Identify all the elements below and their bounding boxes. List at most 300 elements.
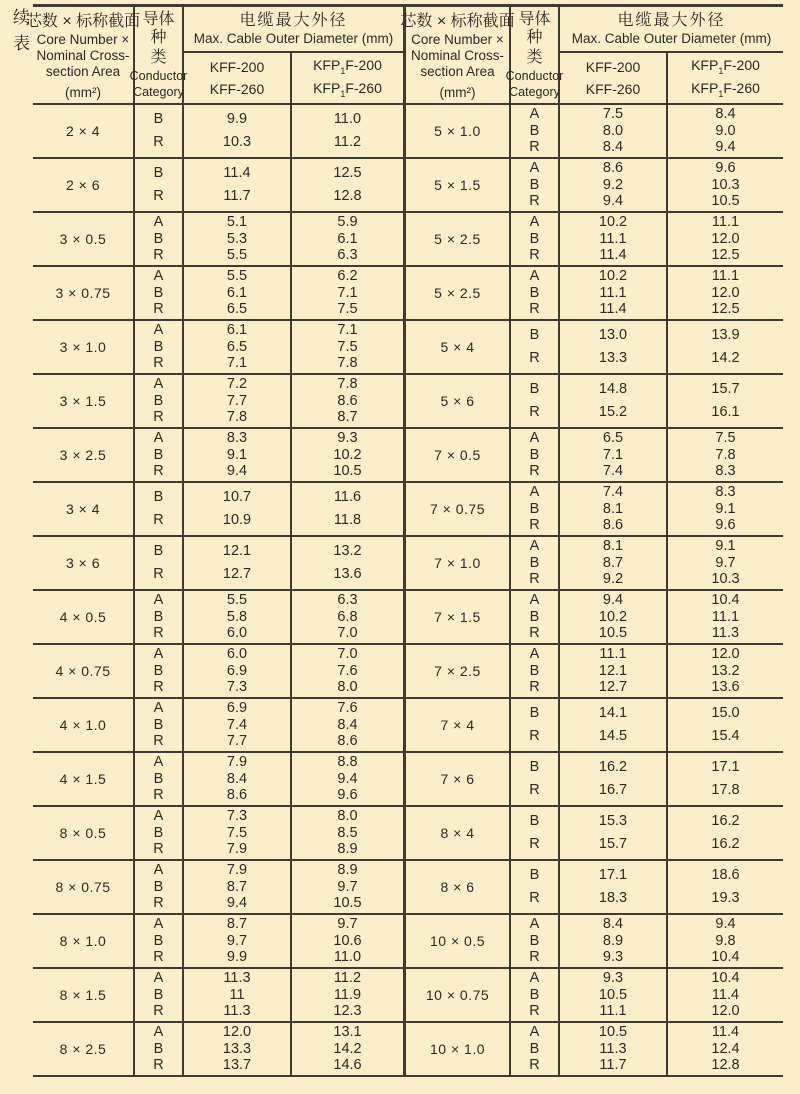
conductor-letter: B — [153, 986, 164, 1003]
core-size-cell: 5 × 2.5 — [406, 213, 511, 265]
kff-diameter-cell — [184, 591, 292, 643]
left-subtable-header — [25, 7, 403, 105]
conductor-category-cell — [135, 159, 184, 211]
kff-diameter-value: 6.5 — [226, 338, 248, 355]
kff-diameter-value: 9.2 — [602, 176, 624, 193]
conductor-letter: B — [153, 878, 164, 895]
kff-diameter-value: 11.7 — [223, 187, 251, 204]
conductor-letter: B — [153, 716, 164, 733]
kfp-diameter-value: 15.0 — [711, 705, 740, 722]
kff-diameter-value: 11.1 — [599, 230, 627, 247]
kff-diameter-value: 7.1 — [226, 355, 248, 372]
conductor-letter: R — [529, 781, 540, 798]
conductor-category-cell — [135, 699, 184, 751]
kff-diameter-value: 7.4 — [602, 483, 624, 500]
conductor-letter: B — [529, 554, 540, 571]
conductor-letter: B — [153, 932, 164, 949]
conductor-letter: R — [529, 139, 540, 156]
kff-diameter-value: 14.1 — [598, 705, 628, 722]
conductor-letter: A — [153, 1023, 164, 1040]
kfp-diameter-value: 9.7 — [715, 554, 736, 571]
kff-diameter-value: 8.7 — [226, 915, 248, 932]
conductor-header-zh: 类 — [526, 49, 543, 66]
kfp-diameter-cell — [292, 105, 403, 157]
kff-diameter-cell — [184, 645, 292, 697]
kfp-diameter-value: 9.4 — [715, 139, 736, 156]
conductor-category-cell — [511, 213, 560, 265]
kff-diameter-value: 15.7 — [598, 835, 628, 852]
core-size-cell: 5 × 4 — [406, 321, 511, 373]
kff-diameter-value: 7.9 — [226, 861, 248, 878]
conductor-letter: R — [529, 349, 540, 366]
conductor-letter: B — [529, 813, 540, 830]
kfp-diameter-value: 8.7 — [337, 409, 358, 426]
core-size-cell: 3 × 6 — [33, 537, 135, 589]
kfp-diameter-value: 12.0 — [711, 284, 740, 301]
table-row-group — [406, 159, 783, 213]
kff-diameter-value: 9.1 — [226, 446, 248, 463]
conductor-letter: A — [529, 537, 540, 554]
kfp-diameter-value: 9.0 — [715, 122, 736, 139]
kff-diameter-value: 12.1 — [598, 662, 628, 679]
kff-diameter-value: 9.9 — [226, 111, 248, 128]
conductor-letter: B — [529, 1040, 540, 1057]
kfp-diameter-value: 10.5 — [711, 193, 740, 210]
kff-diameter-cell — [560, 105, 668, 157]
kfp-diameter-value: 11.0 — [333, 111, 362, 128]
kfp-diameter-value: 12.0 — [711, 645, 740, 662]
kfp-diameter-cell — [668, 1023, 783, 1075]
kfp-diameter-cell — [292, 537, 403, 589]
conductor-letter: B — [153, 489, 164, 506]
kff-diameter-value: 9.7 — [226, 932, 248, 949]
kff-diameter-value: 6.5 — [226, 301, 248, 318]
table-row-group — [406, 483, 783, 537]
conductor-category-cell — [135, 591, 184, 643]
table-row-group — [406, 753, 783, 807]
conductor-letter: R — [529, 517, 540, 534]
conductor-category-cell — [135, 267, 184, 319]
conductor-category-cell — [135, 807, 184, 859]
kfp-diameter-value: 13.1 — [333, 1023, 362, 1040]
kfp-diameter-cell — [292, 591, 403, 643]
kfp-diameter-value: 11.2 — [333, 969, 362, 986]
conductor-category-cell — [135, 537, 184, 589]
kff-diameter-value: 16.7 — [598, 781, 628, 798]
kfp-diameter-cell — [668, 375, 783, 427]
core-size-cell: 10 × 0.75 — [406, 969, 511, 1021]
conductor-category-cell — [511, 861, 560, 913]
kfp-diameter-value: 8.6 — [337, 733, 358, 750]
core-size-cell: 8 × 1.5 — [33, 969, 135, 1021]
kff-diameter-cell — [184, 699, 292, 751]
conductor-letter: A — [153, 321, 164, 338]
conductor-letter: B — [153, 1040, 164, 1057]
kfp-diameter-value: 8.8 — [337, 753, 358, 770]
kfp-diameter-value: 11.1 — [711, 608, 740, 625]
kfp-diameter-value: 8.3 — [715, 463, 736, 480]
table-row-group — [33, 915, 403, 969]
kff-diameter-value: 7.3 — [226, 807, 248, 824]
table-row-group — [33, 429, 403, 483]
kfp-diameter-value: 11.0 — [333, 949, 362, 966]
kfp-diameter-value: 8.0 — [337, 807, 358, 824]
conductor-letter: B — [529, 284, 540, 301]
conductor-letter: B — [529, 230, 540, 247]
kfp-diameter-value: 11.2 — [333, 133, 362, 150]
core-size-cell: 8 × 4 — [406, 807, 511, 859]
kfp-diameter-value: 10.4 — [711, 969, 740, 986]
conductor-letter: R — [529, 949, 540, 966]
conductor-letter: R — [529, 1003, 540, 1020]
kff-diameter-value: 9.4 — [226, 895, 248, 912]
conductor-letter: A — [529, 483, 540, 500]
conductor-category-cell — [511, 321, 560, 373]
conductor-letter: A — [529, 429, 540, 446]
table-row-group — [406, 429, 783, 483]
table-row-group — [406, 969, 783, 1023]
table-row-group — [406, 537, 783, 591]
kff-diameter-value: 7.7 — [226, 392, 248, 409]
table-row-group — [406, 699, 783, 753]
conductor-letter: A — [153, 807, 164, 824]
kff-diameter-cell — [560, 267, 668, 319]
table-row-group — [33, 321, 403, 375]
continued-table-label: 续表 — [10, 8, 29, 60]
core-size-header-unit: (mm²) — [439, 84, 476, 100]
conductor-letter: B — [529, 327, 540, 344]
kff-diameter-value: 6.0 — [226, 645, 248, 662]
kff-diameter-value: 12.1 — [222, 543, 252, 560]
kff-diameter-value: 11.4 — [223, 165, 251, 182]
kfp-diameter-value: 8.6 — [337, 392, 358, 409]
kfp-diameter-value: 7.8 — [337, 375, 358, 392]
kff-diameter-value: 11.3 — [223, 1003, 251, 1020]
kff-200-label: KFF-200 — [585, 59, 641, 75]
core-size-cell: 7 × 4 — [406, 699, 511, 751]
conductor-letter: A — [529, 969, 540, 986]
kfp-diameter-cell — [668, 753, 783, 805]
kfp-diameter-value: 5.9 — [337, 213, 358, 230]
kff-diameter-value: 7.4 — [602, 463, 624, 480]
conductor-category-cell — [511, 159, 560, 211]
kff-diameter-value: 11 — [229, 986, 245, 1003]
kff-diameter-cell — [560, 1023, 668, 1075]
kfp-diameter-value: 10.2 — [333, 446, 362, 463]
conductor-category-cell — [135, 321, 184, 373]
kfp-diameter-value: 11.6 — [333, 489, 362, 506]
kfp-diameter-value: 12.4 — [711, 1040, 740, 1057]
max-diameter-title-en: Max. Cable Outer Diameter (mm) — [571, 31, 772, 46]
core-size-cell: 3 × 0.75 — [33, 267, 135, 319]
kff-diameter-value: 14.8 — [598, 381, 628, 398]
left-subtable — [25, 7, 403, 1077]
kff-diameter-value: 8.1 — [602, 500, 624, 517]
conductor-category-cell — [511, 1023, 560, 1075]
kfp-diameter-value: 15.4 — [711, 727, 740, 744]
kfp-diameter-cell — [668, 861, 783, 913]
table-row-group — [33, 699, 403, 753]
conductor-letter: R — [153, 841, 164, 858]
kff-diameter-cell — [560, 375, 668, 427]
kff-diameter-cell — [184, 1023, 292, 1075]
kff-diameter-value: 11.1 — [599, 1003, 627, 1020]
conductor-header-zh: 导体种 — [518, 11, 551, 46]
kfp-diameter-value: 14.2 — [333, 1040, 362, 1057]
conductor-letter: R — [529, 193, 540, 210]
kff-diameter-cell — [184, 105, 292, 157]
kff-diameter-cell — [184, 375, 292, 427]
kfp-diameter-value: 7.0 — [337, 645, 358, 662]
kfp-diameter-value: 15.7 — [711, 381, 740, 398]
conductor-letter: R — [529, 463, 540, 480]
conductor-letter: A — [153, 267, 164, 284]
kff-diameter-value: 16.2 — [598, 759, 628, 776]
kff-diameter-cell — [560, 429, 668, 481]
kfp-diameter-value: 7.8 — [715, 446, 736, 463]
kff-diameter-value: 8.1 — [602, 537, 624, 554]
kff-diameter-value: 10.5 — [598, 986, 628, 1003]
kfp-column-header — [292, 53, 403, 103]
max-diameter-title — [184, 7, 403, 53]
kfp-260-label: $KFP_1F-260$ — [691, 80, 760, 99]
core-size-header-unit: (mm²) — [65, 84, 101, 100]
conductor-letter: B — [153, 111, 164, 128]
conductor-letter: A — [153, 645, 164, 662]
kff-diameter-value: 8.7 — [226, 878, 248, 895]
core-size-cell: 3 × 0.5 — [33, 213, 135, 265]
kfp-diameter-cell — [668, 807, 783, 859]
kff-diameter-cell — [560, 591, 668, 643]
kff-200-label: KFF-200 — [209, 59, 265, 75]
table-row-group — [33, 483, 403, 537]
kfp-diameter-value: 13.6 — [333, 565, 362, 582]
kfp-diameter-cell — [292, 267, 403, 319]
kfp-diameter-cell — [668, 537, 783, 589]
kff-diameter-value: 9.4 — [602, 591, 624, 608]
table-row-group — [406, 213, 783, 267]
kff-diameter-cell — [184, 321, 292, 373]
kfp-diameter-value: 11.9 — [333, 986, 362, 1003]
kfp-diameter-value: 9.4 — [715, 915, 736, 932]
kff-diameter-value: 13.0 — [598, 327, 628, 344]
kfp-diameter-value: 8.3 — [715, 483, 736, 500]
kff-diameter-value: 5.3 — [226, 230, 248, 247]
kfp-diameter-cell — [668, 699, 783, 751]
kff-diameter-value: 8.6 — [602, 159, 624, 176]
core-size-cell: 2 × 6 — [33, 159, 135, 211]
conductor-letter: R — [153, 895, 164, 912]
conductor-letter: A — [153, 915, 164, 932]
kff-diameter-cell — [184, 159, 292, 211]
kff-diameter-value: 8.3 — [226, 429, 248, 446]
table-row-group — [33, 105, 403, 159]
kff-column-header — [560, 53, 668, 103]
conductor-category-cell — [511, 915, 560, 967]
conductor-letter: R — [153, 625, 164, 642]
kfp-diameter-value: 13.9 — [711, 327, 740, 344]
conductor-letter: R — [529, 571, 540, 588]
kff-diameter-value: 13.3 — [222, 1040, 252, 1057]
kfp-diameter-value: 8.4 — [337, 716, 358, 733]
core-size-cell: 7 × 0.75 — [406, 483, 511, 535]
conductor-letter: B — [153, 662, 164, 679]
kff-diameter-cell — [184, 429, 292, 481]
kfp-diameter-value: 7.8 — [337, 355, 358, 372]
conductor-category-cell — [511, 969, 560, 1021]
table-row-group — [406, 267, 783, 321]
core-size-cell: 3 × 1.0 — [33, 321, 135, 373]
conductor-letter: B — [529, 608, 540, 625]
kff-diameter-value: 8.4 — [602, 915, 624, 932]
kff-diameter-cell — [184, 537, 292, 589]
conductor-letter: A — [153, 969, 164, 986]
kfp-diameter-value: 12.8 — [711, 1057, 740, 1074]
conductor-category-cell — [135, 969, 184, 1021]
table-row-group — [33, 375, 403, 429]
core-size-cell: 5 × 6 — [406, 375, 511, 427]
kff-diameter-cell — [560, 159, 668, 211]
kff-column-header — [184, 53, 292, 103]
table-row-group — [406, 645, 783, 699]
kfp-diameter-cell — [668, 321, 783, 373]
core-size-cell: 5 × 1.5 — [406, 159, 511, 211]
kfp-diameter-value: 7.1 — [337, 284, 358, 301]
kfp-diameter-value: 11.4 — [711, 1023, 740, 1040]
conductor-letter: A — [153, 861, 164, 878]
kfp-diameter-cell — [292, 645, 403, 697]
kfp-diameter-value: 11.3 — [711, 625, 740, 642]
conductor-letter: B — [529, 662, 540, 679]
core-size-cell: 10 × 1.0 — [406, 1023, 511, 1075]
conductor-header-en: Category — [509, 85, 560, 99]
kfp-diameter-value: 7.6 — [337, 699, 358, 716]
conductor-letter: R — [153, 355, 164, 372]
table-row-group — [33, 591, 403, 645]
conductor-letter: B — [153, 446, 164, 463]
kff-diameter-value: 9.9 — [226, 949, 248, 966]
conductor-letter: A — [153, 429, 164, 446]
conductor-category-cell — [511, 105, 560, 157]
kff-diameter-value: 7.5 — [226, 824, 248, 841]
kff-diameter-cell — [560, 321, 668, 373]
kfp-200-label: $KFP_1F-200$ — [691, 57, 760, 76]
table-row-group — [33, 807, 403, 861]
conductor-letter: R — [153, 463, 164, 480]
kfp-diameter-cell — [292, 969, 403, 1021]
conductor-header-zh: 类 — [150, 49, 167, 66]
kff-diameter-value: 10.2 — [598, 267, 628, 284]
kfp-diameter-value: 7.1 — [337, 321, 358, 338]
core-size-header — [25, 7, 141, 103]
table-row-group — [33, 213, 403, 267]
core-size-header-en: section Area — [420, 63, 495, 79]
conductor-letter: R — [153, 301, 164, 318]
kff-diameter-cell — [184, 483, 292, 535]
kff-diameter-value: 10.5 — [598, 625, 628, 642]
kfp-diameter-value: 9.6 — [337, 787, 358, 804]
kff-diameter-value: 11.3 — [599, 1040, 627, 1057]
kfp-diameter-value: 10.3 — [711, 176, 740, 193]
kfp-diameter-value: 14.2 — [711, 349, 740, 366]
kff-diameter-value: 11.3 — [223, 969, 251, 986]
kfp-diameter-value: 8.9 — [337, 841, 358, 858]
right-subtable-header — [400, 7, 783, 105]
conductor-category-cell — [511, 753, 560, 805]
table-row-group — [406, 861, 783, 915]
conductor-category-cell — [511, 537, 560, 589]
kfp-diameter-cell — [292, 1023, 403, 1075]
kfp-diameter-cell — [292, 159, 403, 211]
kff-diameter-value: 11.4 — [599, 301, 627, 318]
kff-diameter-value: 5.5 — [226, 591, 248, 608]
kff-diameter-cell — [560, 699, 668, 751]
kfp-diameter-cell — [292, 753, 403, 805]
core-size-cell: 2 × 4 — [33, 105, 135, 157]
conductor-category-cell — [135, 645, 184, 697]
conductor-category-cell — [511, 699, 560, 751]
table-row-group — [406, 591, 783, 645]
conductor-category-cell — [511, 807, 560, 859]
max-diameter-title-zh: 电缆最大外径 — [617, 12, 726, 29]
kff-diameter-cell — [560, 915, 668, 967]
kfp-diameter-cell — [668, 915, 783, 967]
conductor-letter: B — [529, 446, 540, 463]
kfp-diameter-value: 12.0 — [711, 230, 740, 247]
core-size-header — [400, 7, 515, 103]
kfp-diameter-value: 7.0 — [337, 625, 358, 642]
conductor-category-cell — [135, 753, 184, 805]
conductor-letter: B — [529, 759, 540, 776]
kfp-diameter-value: 10.6 — [333, 932, 362, 949]
conductor-letter: B — [153, 165, 164, 182]
core-size-header-en: Nominal Cross- — [36, 47, 130, 63]
kff-diameter-value: 8.6 — [602, 517, 624, 534]
conductor-letter: R — [153, 733, 164, 750]
kfp-diameter-value: 6.3 — [337, 247, 358, 264]
conductor-letter: B — [153, 338, 164, 355]
conductor-letter: B — [529, 986, 540, 1003]
conductor-category-cell — [135, 105, 184, 157]
kfp-diameter-value: 12.3 — [333, 1003, 362, 1020]
diameter-subcolumns — [560, 53, 783, 103]
conductor-category-cell — [511, 483, 560, 535]
kfp-diameter-value: 9.6 — [715, 159, 736, 176]
max-diameter-header — [560, 7, 783, 103]
kff-diameter-cell — [184, 267, 292, 319]
kff-diameter-value: 8.0 — [602, 122, 624, 139]
conductor-letter: B — [153, 230, 164, 247]
kff-diameter-value: 8.9 — [602, 932, 624, 949]
max-diameter-title — [560, 7, 783, 53]
core-size-cell: 3 × 2.5 — [33, 429, 135, 481]
kff-diameter-value: 9.3 — [602, 949, 624, 966]
conductor-category-cell — [135, 861, 184, 913]
kfp-diameter-cell — [292, 483, 403, 535]
conductor-letter: B — [153, 608, 164, 625]
conductor-category-cell — [511, 267, 560, 319]
conductor-letter: A — [153, 753, 164, 770]
conductor-letter: R — [529, 679, 540, 696]
conductor-letter: A — [153, 699, 164, 716]
table-row-group — [33, 753, 403, 807]
conductor-letter: A — [529, 645, 540, 662]
conductor-letter: R — [153, 511, 164, 528]
kfp-diameter-cell — [292, 375, 403, 427]
kfp-diameter-value: 11.8 — [333, 511, 362, 528]
kfp-diameter-value: 10.4 — [711, 949, 740, 966]
kfp-diameter-value: 10.3 — [711, 571, 740, 588]
